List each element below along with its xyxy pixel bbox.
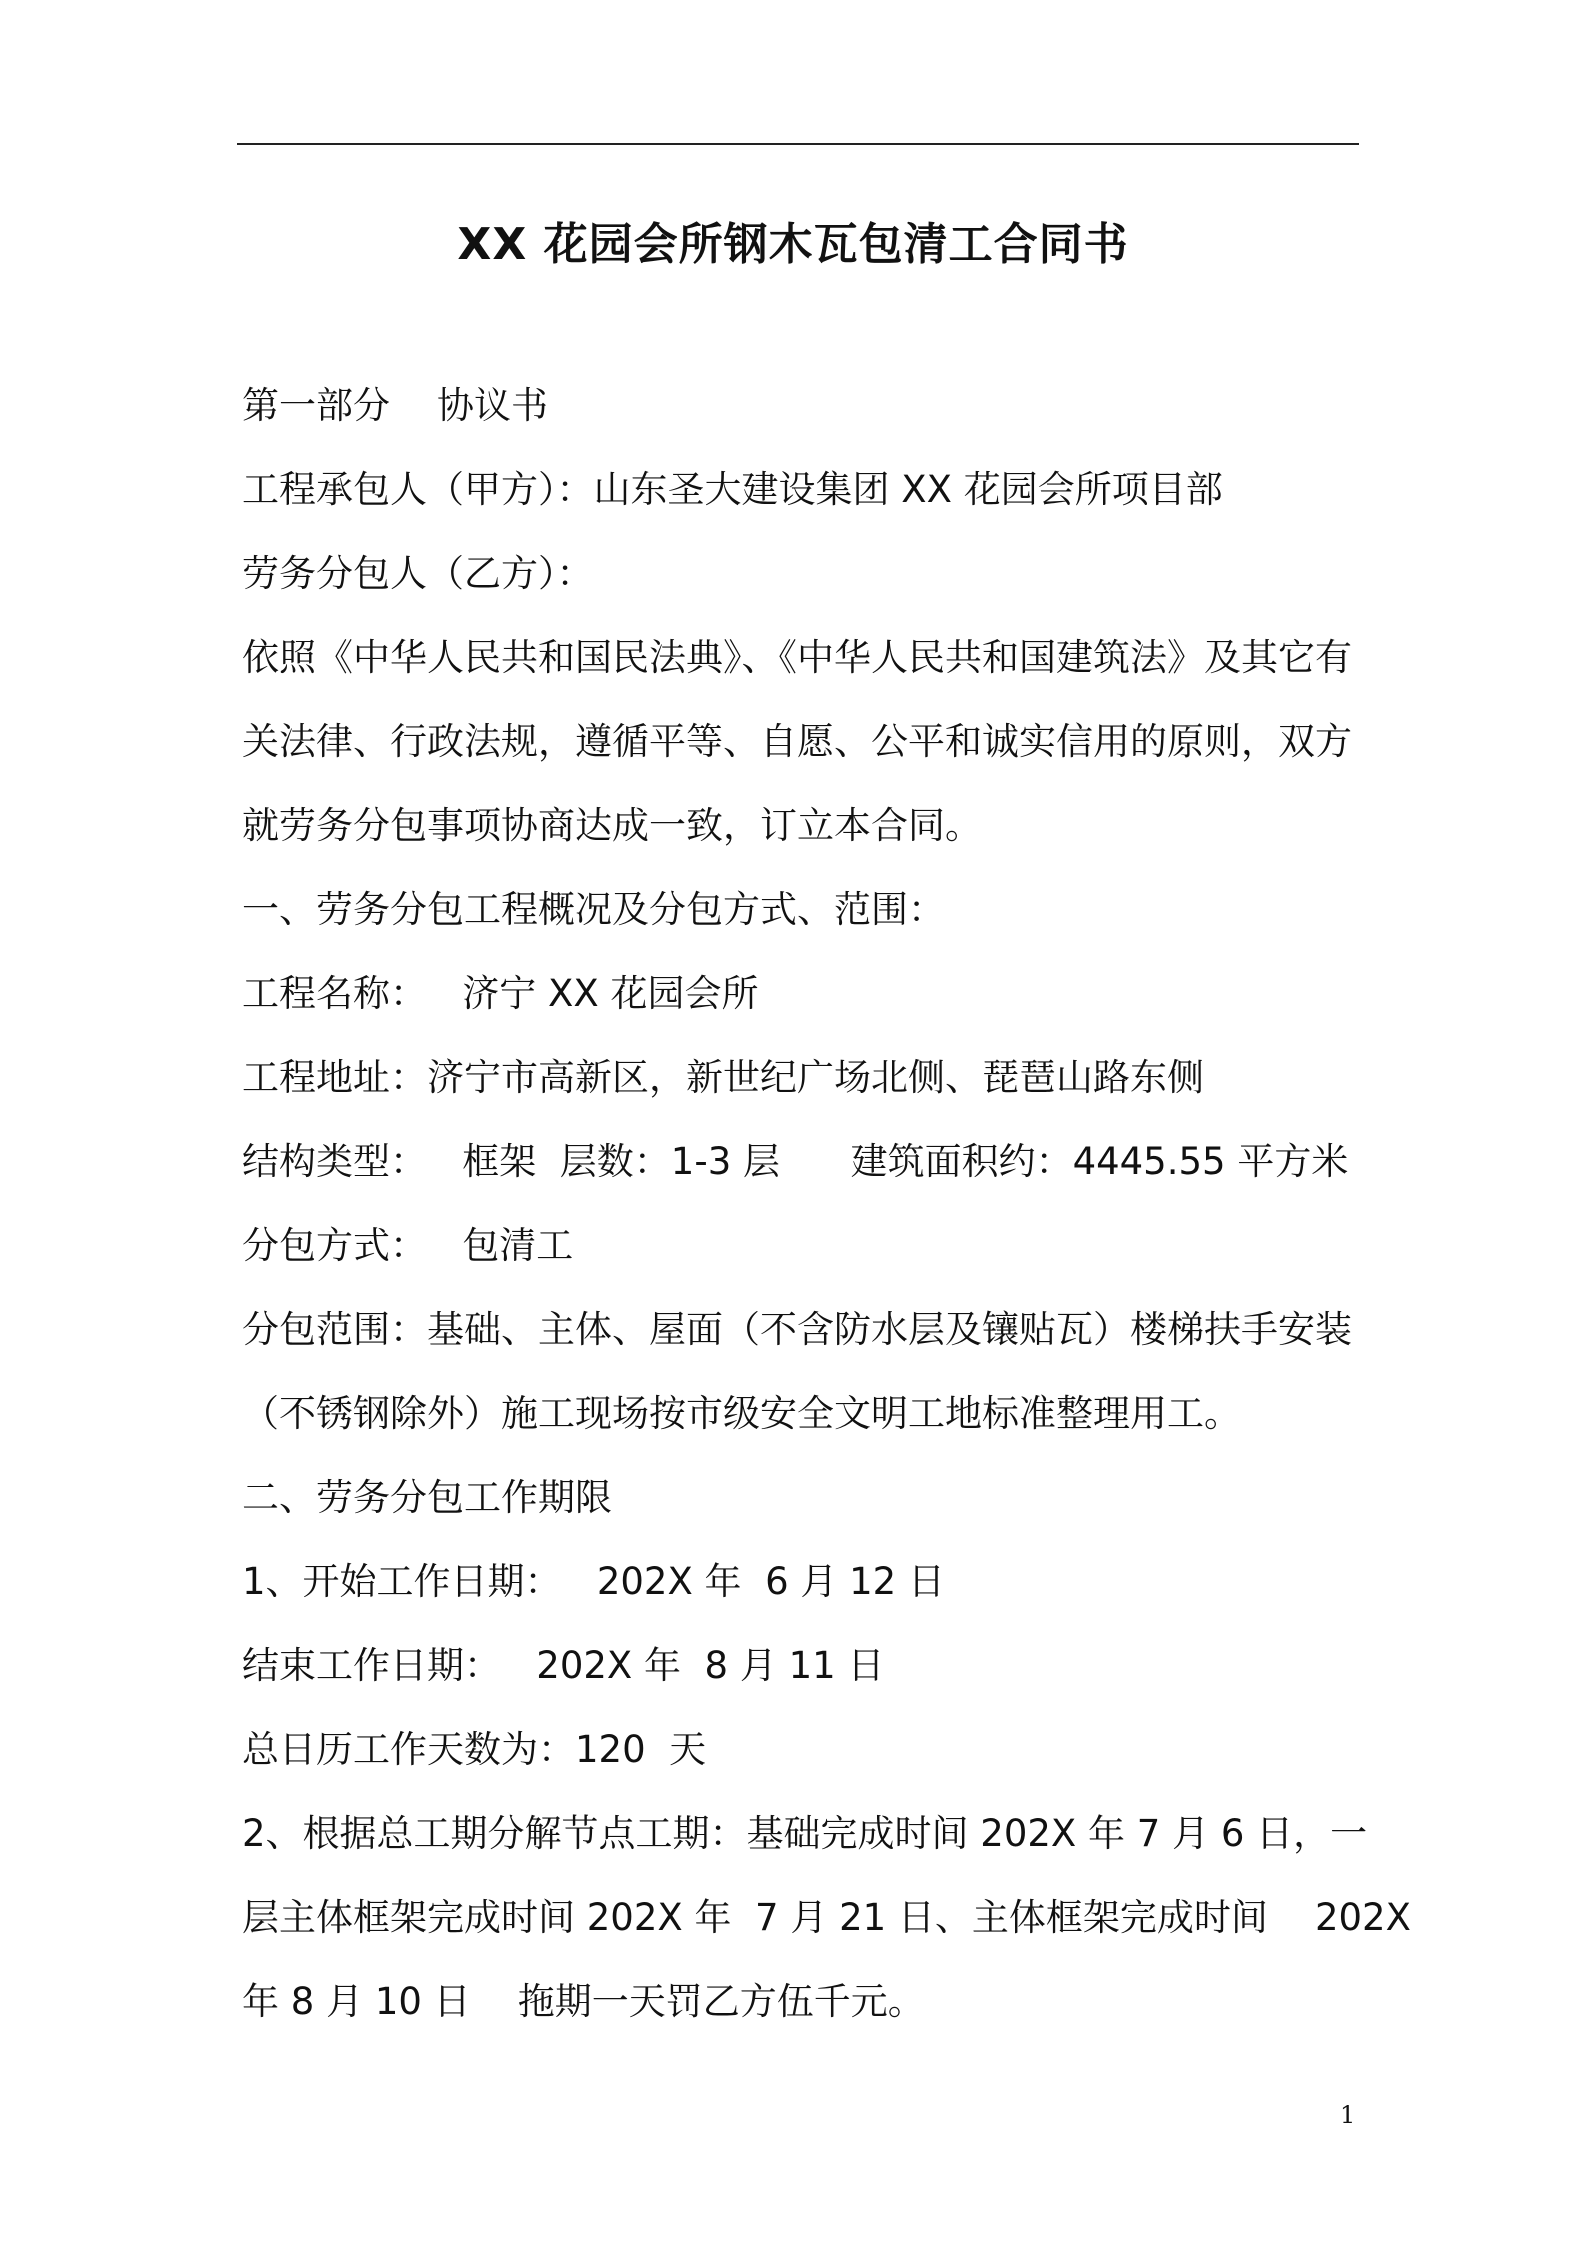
text-line: 分包范围：基础、主体、屋面（不含防水层及镶贴瓦）楼梯扶手安装 xyxy=(242,1308,1352,1351)
text-line: 层主体框架完成时间 202X 年 7 月 21 日、主体框架完成时间 202X xyxy=(242,1896,1411,1939)
text-line: 二、劳务分包工作期限 xyxy=(242,1476,612,1519)
document-title: XX 花园会所钢木瓦包清工合同书 xyxy=(457,219,1129,270)
text-line: 工程承包人（甲方）：山东圣大建设集团 XX 花园会所项目部 xyxy=(242,468,1223,511)
text-line: 2、根据总工期分解节点工期：基础完成时间 202X 年 7 月 6 日，一 xyxy=(242,1812,1368,1855)
text-line: （不锈钢除外）施工现场按市级安全文明工地标准整理用工。 xyxy=(242,1392,1241,1435)
text-line: 劳务分包人（乙方）： xyxy=(242,552,594,595)
text-line: 工程地址：济宁市高新区，新世纪广场北侧、琵琶山路东侧 xyxy=(242,1056,1204,1099)
text-line: 分包方式： 包清工 xyxy=(242,1224,574,1267)
text-line: 一、劳务分包工程概况及分包方式、范围： xyxy=(242,888,945,931)
text-line: 第一部分 协议书 xyxy=(242,384,549,427)
text-line: 依照《中华人民共和国民法典》、《中华人民共和国建筑法》及其它有 xyxy=(242,636,1352,679)
text-line: 1、开始工作日期： 202X 年 6 月 12 日 xyxy=(242,1560,945,1603)
text-line: 工程名称： 济宁 XX 花园会所 xyxy=(242,972,759,1015)
text-line: 年 8 月 10 日 拖期一天罚乙方伍千元。 xyxy=(242,1980,925,2023)
text-line: 结束工作日期： 202X 年 8 月 11 日 xyxy=(242,1644,885,1687)
text-line: 关法律、行政法规，遵循平等、自愿、公平和诚实信用的原则，双方 xyxy=(242,720,1352,763)
text-line: 结构类型： 框架 层数：1-3 层 建筑面积约：4445.55 平方米 xyxy=(242,1140,1349,1183)
document-body xyxy=(242,364,1411,2044)
text-line: 总日历工作天数为：120 天 xyxy=(242,1728,707,1771)
page-number: 1 xyxy=(1340,2101,1356,2129)
text-line: 就劳务分包事项协商达成一致，订立本合同。 xyxy=(242,804,982,847)
header-rule xyxy=(237,143,1359,145)
